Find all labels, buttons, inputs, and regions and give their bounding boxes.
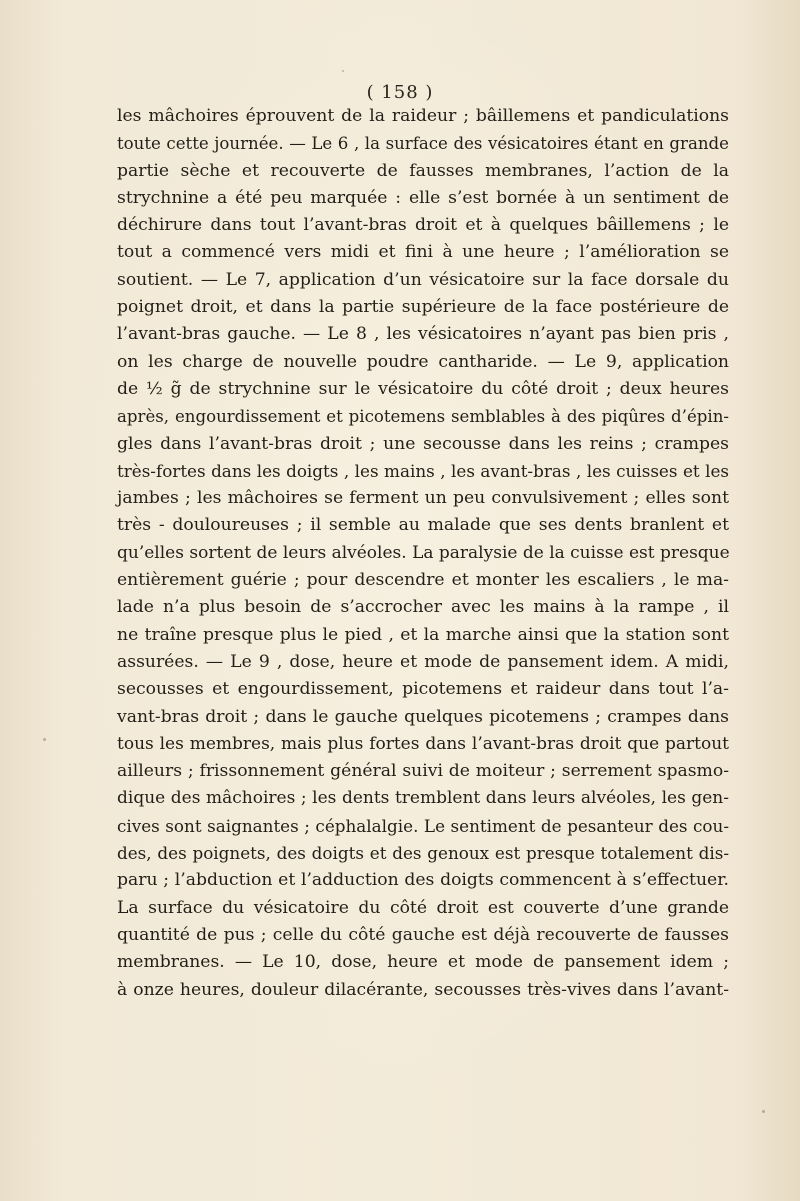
text-line: toute cette journée. — Le 6 , la surface des vésicatoires étant en grande bbox=[117, 134, 729, 154]
text-line: secousses et engourdissement, picotemens et raideur dans tout l’a- bbox=[117, 679, 729, 700]
text-line: membranes. — Le 10, dose, heure et mode de pansement idem ; bbox=[117, 952, 729, 973]
text-line: strychnine a été peu marquée : elle s’est bornée à un sentiment de bbox=[117, 187, 729, 208]
text-line: soutient. — Le 7, application d’un vésicatoire sur la face dorsale du bbox=[117, 269, 729, 290]
page-number: ( 158 ) bbox=[366, 82, 434, 103]
text-line: entièrement guérie ; pour descendre et monter les escaliers , le ma- bbox=[117, 570, 729, 591]
text-line: déchirure dans tout l’avant-bras droit et à quelques bâillemens ; le bbox=[117, 215, 729, 236]
text-line: La surface du vésicatoire du côté droit est couverte d’une grande bbox=[117, 897, 729, 918]
text-line: tous les membres, mais plus fortes dans l’avant-bras droit que partout bbox=[117, 733, 729, 754]
text-line: de ½ g̃ de strychnine sur le vésicatoire du côté droit ; deux heures bbox=[117, 378, 729, 399]
text-line: ne traîne presque plus le pied , et la marche ainsi que la station sont bbox=[117, 624, 729, 645]
text-line: assurées. — Le 9 , dose, heure et mode de pansement idem. A midi, bbox=[117, 651, 729, 672]
text-line: très-fortes dans les doigts , les mains , les avant-bras , les cuisses et les bbox=[117, 460, 729, 481]
text-line: tout a commencé vers midi et fini à une heure ; l’amélioration se bbox=[117, 242, 729, 263]
text-line: jambes ; les mâchoires se ferment un peu convulsivement ; elles sont bbox=[117, 488, 729, 509]
text-line: vant-bras droit ; dans le gauche quelques picotemens ; crampes dans bbox=[117, 706, 729, 727]
body-text bbox=[117, 103, 729, 1004]
text-line: dique des mâchoires ; les dents tremblent dans leurs alvéoles, les gen- bbox=[117, 788, 729, 809]
paper-speck bbox=[342, 70, 344, 72]
text-line: ailleurs ; frissonnement général suivi de moiteur ; serrement spasmo- bbox=[117, 761, 729, 782]
text-line: des, des poignets, des doigts et des genoux est presque totalement dis- bbox=[117, 843, 729, 864]
text-line: partie sèche et recouverte de fausses membranes, l’action de la bbox=[117, 160, 729, 181]
text-line: à onze heures, douleur dilacérante, secousses très-vives dans l’avant- bbox=[117, 979, 729, 1000]
text-line: on les charge de nouvelle poudre cantharide. — Le 9, application bbox=[117, 351, 729, 372]
text-line: qu’elles sortent de leurs alvéoles. La paralysie de la cuisse est presque bbox=[117, 542, 730, 563]
text-line: lade n’a plus besoin de s’accrocher avec les mains à la rampe , il bbox=[117, 597, 729, 618]
text-line: les mâchoires éprouvent de la raideur ; bâillemens et pandiculations bbox=[117, 106, 729, 126]
paper-speck bbox=[762, 1110, 765, 1113]
text-line: l’avant-bras gauche. — Le 8 , les vésicatoires n’ayant pas bien pris , bbox=[117, 324, 729, 345]
text-line: poignet droit, et dans la partie supérieure de la face postérieure de bbox=[117, 297, 729, 318]
text-line: très - douloureuses ; il semble au malade que ses dents branlent et bbox=[117, 515, 729, 536]
text-line: après, engourdissement et picotemens semblables à des piqûres d’épin- bbox=[117, 407, 729, 427]
text-line: gles dans l’avant-bras droit ; une secousse dans les reins ; crampes bbox=[117, 433, 729, 454]
text-line: cives sont saignantes ; céphalalgie. Le sentiment de pesanteur des cou- bbox=[117, 815, 729, 836]
text-line: quantité de pus ; celle du côté gauche est déjà recouverte de fausses bbox=[117, 924, 729, 945]
text-line: paru ; l’abduction et l’adduction des doigts commencent à s’effectuer. bbox=[117, 870, 729, 891]
paper-speck bbox=[43, 738, 46, 741]
